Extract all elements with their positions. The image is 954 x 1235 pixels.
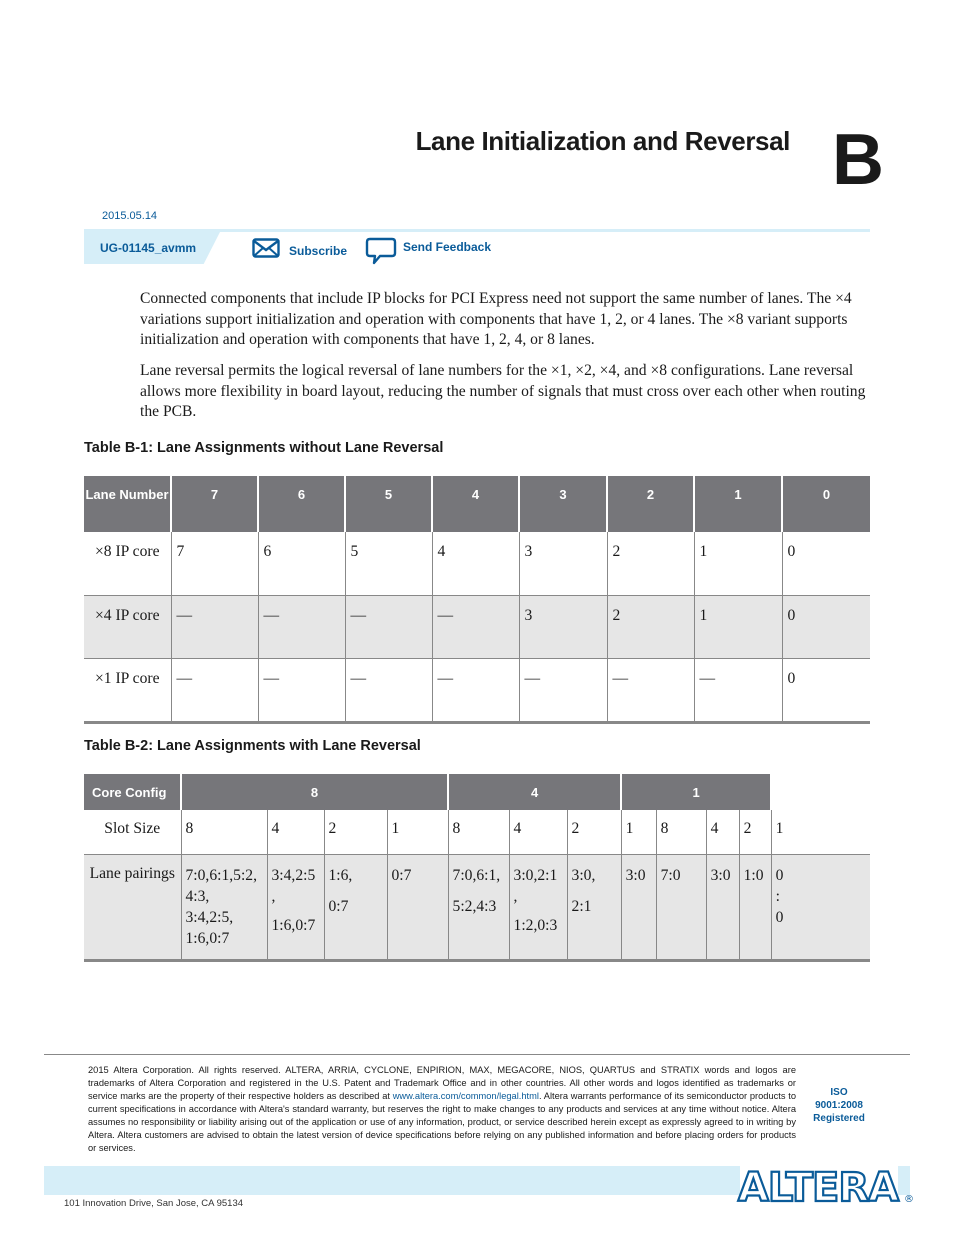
legal-notice: 2015 Altera Corporation. All rights reserved. ALTERA, ARRIA, CYCLONE, ENPIRION, MAX, MEGACORE, NIOS, QUARTUS and STRATIX words and logos are trademarks of Altera Corporation and registered in the U.S. Patent and Trademark Office and in other countries. All other words and logos identified as trademarks or service marks are the property of their respective holders as described at www.altera.com/common/legal.html. Altera warrants performance of its semiconductor products to current specifications in accordance with Altera's standard warranty, but reserves the right to make changes to any products and services at any time without notice. Altera assumes no responsibility or liability arising out of the application or use of any information, product, or service described herein except as expressly agreed to in writing by Altera. Altera customers are advised to obtain the latest version of device specifications before relying on any published information and before placing orders for products or services. (88, 1065, 796, 1153)
table-cell: 3:0 (621, 854, 656, 960)
table-row (84, 658, 870, 722)
page-title: Lane Initialization and Reversal (415, 126, 790, 156)
row-label: ×8 IP core (84, 532, 171, 595)
row-label: ×1 IP core (84, 658, 171, 722)
table-cell: 3:4,2:5 , 1:6,0:7 (267, 854, 324, 960)
table-cell: 0 : 0 (771, 854, 870, 960)
appendix-letter: B (832, 120, 884, 200)
header-cell: 4 (448, 774, 621, 810)
header-bar-line (84, 229, 870, 232)
table-cell: 0:7 (387, 854, 448, 960)
header-cell: 1 (621, 774, 771, 810)
doc-id: UG-01145_avmm (100, 241, 197, 255)
altera-logo (732, 1160, 914, 1211)
table-cell: 3 (519, 532, 607, 595)
lane-reversal-paragraph: Lane reversal permits the logical reversal of lane numbers for the ×1, ×2, ×4, and ×8 configurations. Lane reversal allows more flexibility in board layout, reducing the number of signals that must cross over each other when routing the PCB. (140, 362, 866, 420)
table-cell: 4 (706, 810, 739, 854)
header-cell: 2 (607, 476, 694, 532)
table-cell: — (258, 595, 345, 658)
table-b2-caption: Table B-2: Lane Assignments with Lane Reversal (84, 738, 421, 754)
table-cell: 2 (567, 810, 621, 854)
header-cell: 1 (694, 476, 782, 532)
table-cell: 3:0,2:1 , 1:2,0:3 (509, 854, 567, 960)
header-blank-cell (771, 774, 870, 810)
footer-divider (44, 1054, 910, 1055)
table-cell: 1:6, 0:7 (324, 854, 387, 960)
table-cell: 1 (694, 595, 782, 658)
header-cell: 8 (181, 774, 448, 810)
table-cell: 5 (345, 532, 432, 595)
table-cell: 0 (782, 595, 870, 658)
table-cell: 3:0, 2:1 (567, 854, 621, 960)
intro-paragraph: Connected components that include IP blocks for PCI Express need not support the same number of lanes. The ×4 variations support initialization and operation with components that have 1, 2, or 4 lanes. The ×8 variant supports initialization and operation with components that have 1, 2, 4, or 8 lanes. (140, 290, 852, 348)
table-cell: 4 (267, 810, 324, 854)
table-cell: 4 (509, 810, 567, 854)
table-cell: 0 (782, 658, 870, 722)
table-cell: 6 (258, 532, 345, 595)
table-header-row (84, 774, 870, 810)
table-cell: 1 (621, 810, 656, 854)
table-cell: 0 (782, 532, 870, 595)
table-row (84, 854, 870, 960)
table-cell: 2 (324, 810, 387, 854)
company-address: 101 Innovation Drive, San Jose, CA 95134 (64, 1198, 244, 1209)
document-date: 2015.05.14 (102, 210, 158, 222)
svg-text:®: ® (904, 1194, 914, 1205)
table-cell: 8 (656, 810, 706, 854)
table-cell: 4 (432, 532, 519, 595)
svg-text:ALTERA: ALTERA (737, 1165, 899, 1211)
table-cell: — (694, 658, 782, 722)
table-cell: 1 (387, 810, 448, 854)
table-cell: — (432, 658, 519, 722)
table-cell: — (345, 595, 432, 658)
legal-link[interactable]: www.altera.com/common/legal.html (392, 1091, 539, 1101)
header-cell: 5 (345, 476, 432, 532)
table-cell: 7 (171, 532, 258, 595)
table-cell: 8 (181, 810, 267, 854)
iso-badge: ISO 9001:2008 Registered (813, 1087, 865, 1124)
header-cell: 7 (171, 476, 258, 532)
table-cell: — (519, 658, 607, 722)
table-cell: 1 (771, 810, 870, 854)
table-cell: — (171, 658, 258, 722)
table-cell: 2 (739, 810, 771, 854)
table-cell: — (432, 595, 519, 658)
table-b1-caption: Table B-1: Lane Assignments without Lane Reversal (84, 440, 444, 456)
table-cell: 3:0 (706, 854, 739, 960)
table-row (84, 532, 870, 595)
row-label: Lane pairings (84, 854, 181, 960)
table-cell: 8 (448, 810, 509, 854)
table-cell: 7:0,6:1,5:2, 4:3, 3:4,2:5, 1:6,0:7 (181, 854, 267, 960)
lane-assignments-table (84, 476, 870, 724)
table-row (84, 810, 870, 854)
subscribe-link[interactable]: Subscribe (289, 244, 348, 258)
table-cell: 7:0,6:1, 5:2,4:3 (448, 854, 509, 960)
header-cell: Core Config (84, 774, 181, 810)
table-cell: — (171, 595, 258, 658)
speech-bubble-icon[interactable] (366, 237, 398, 267)
table-header-row (84, 476, 870, 532)
table-cell: 2 (607, 595, 694, 658)
header-cell: 6 (258, 476, 345, 532)
table-cell: — (607, 658, 694, 722)
table-cell: — (345, 658, 432, 722)
table-cell: — (258, 658, 345, 722)
lane-reversal-table (84, 774, 871, 962)
table-cell: 1 (694, 532, 782, 595)
table-cell: 7:0 (656, 854, 706, 960)
table-row (84, 595, 870, 658)
table-cell: 2 (607, 532, 694, 595)
header-cell: 0 (782, 476, 870, 532)
row-label: Slot Size (84, 810, 181, 854)
envelope-icon[interactable] (252, 238, 282, 260)
header-cell: Lane Number (84, 476, 171, 532)
table-cell: 3 (519, 595, 607, 658)
header-cell: 3 (519, 476, 607, 532)
send-feedback-link[interactable]: Send Feedback (403, 240, 492, 254)
row-label: ×4 IP core (84, 595, 171, 658)
header-cell: 4 (432, 476, 519, 532)
table-cell: 1:0 (739, 854, 771, 960)
